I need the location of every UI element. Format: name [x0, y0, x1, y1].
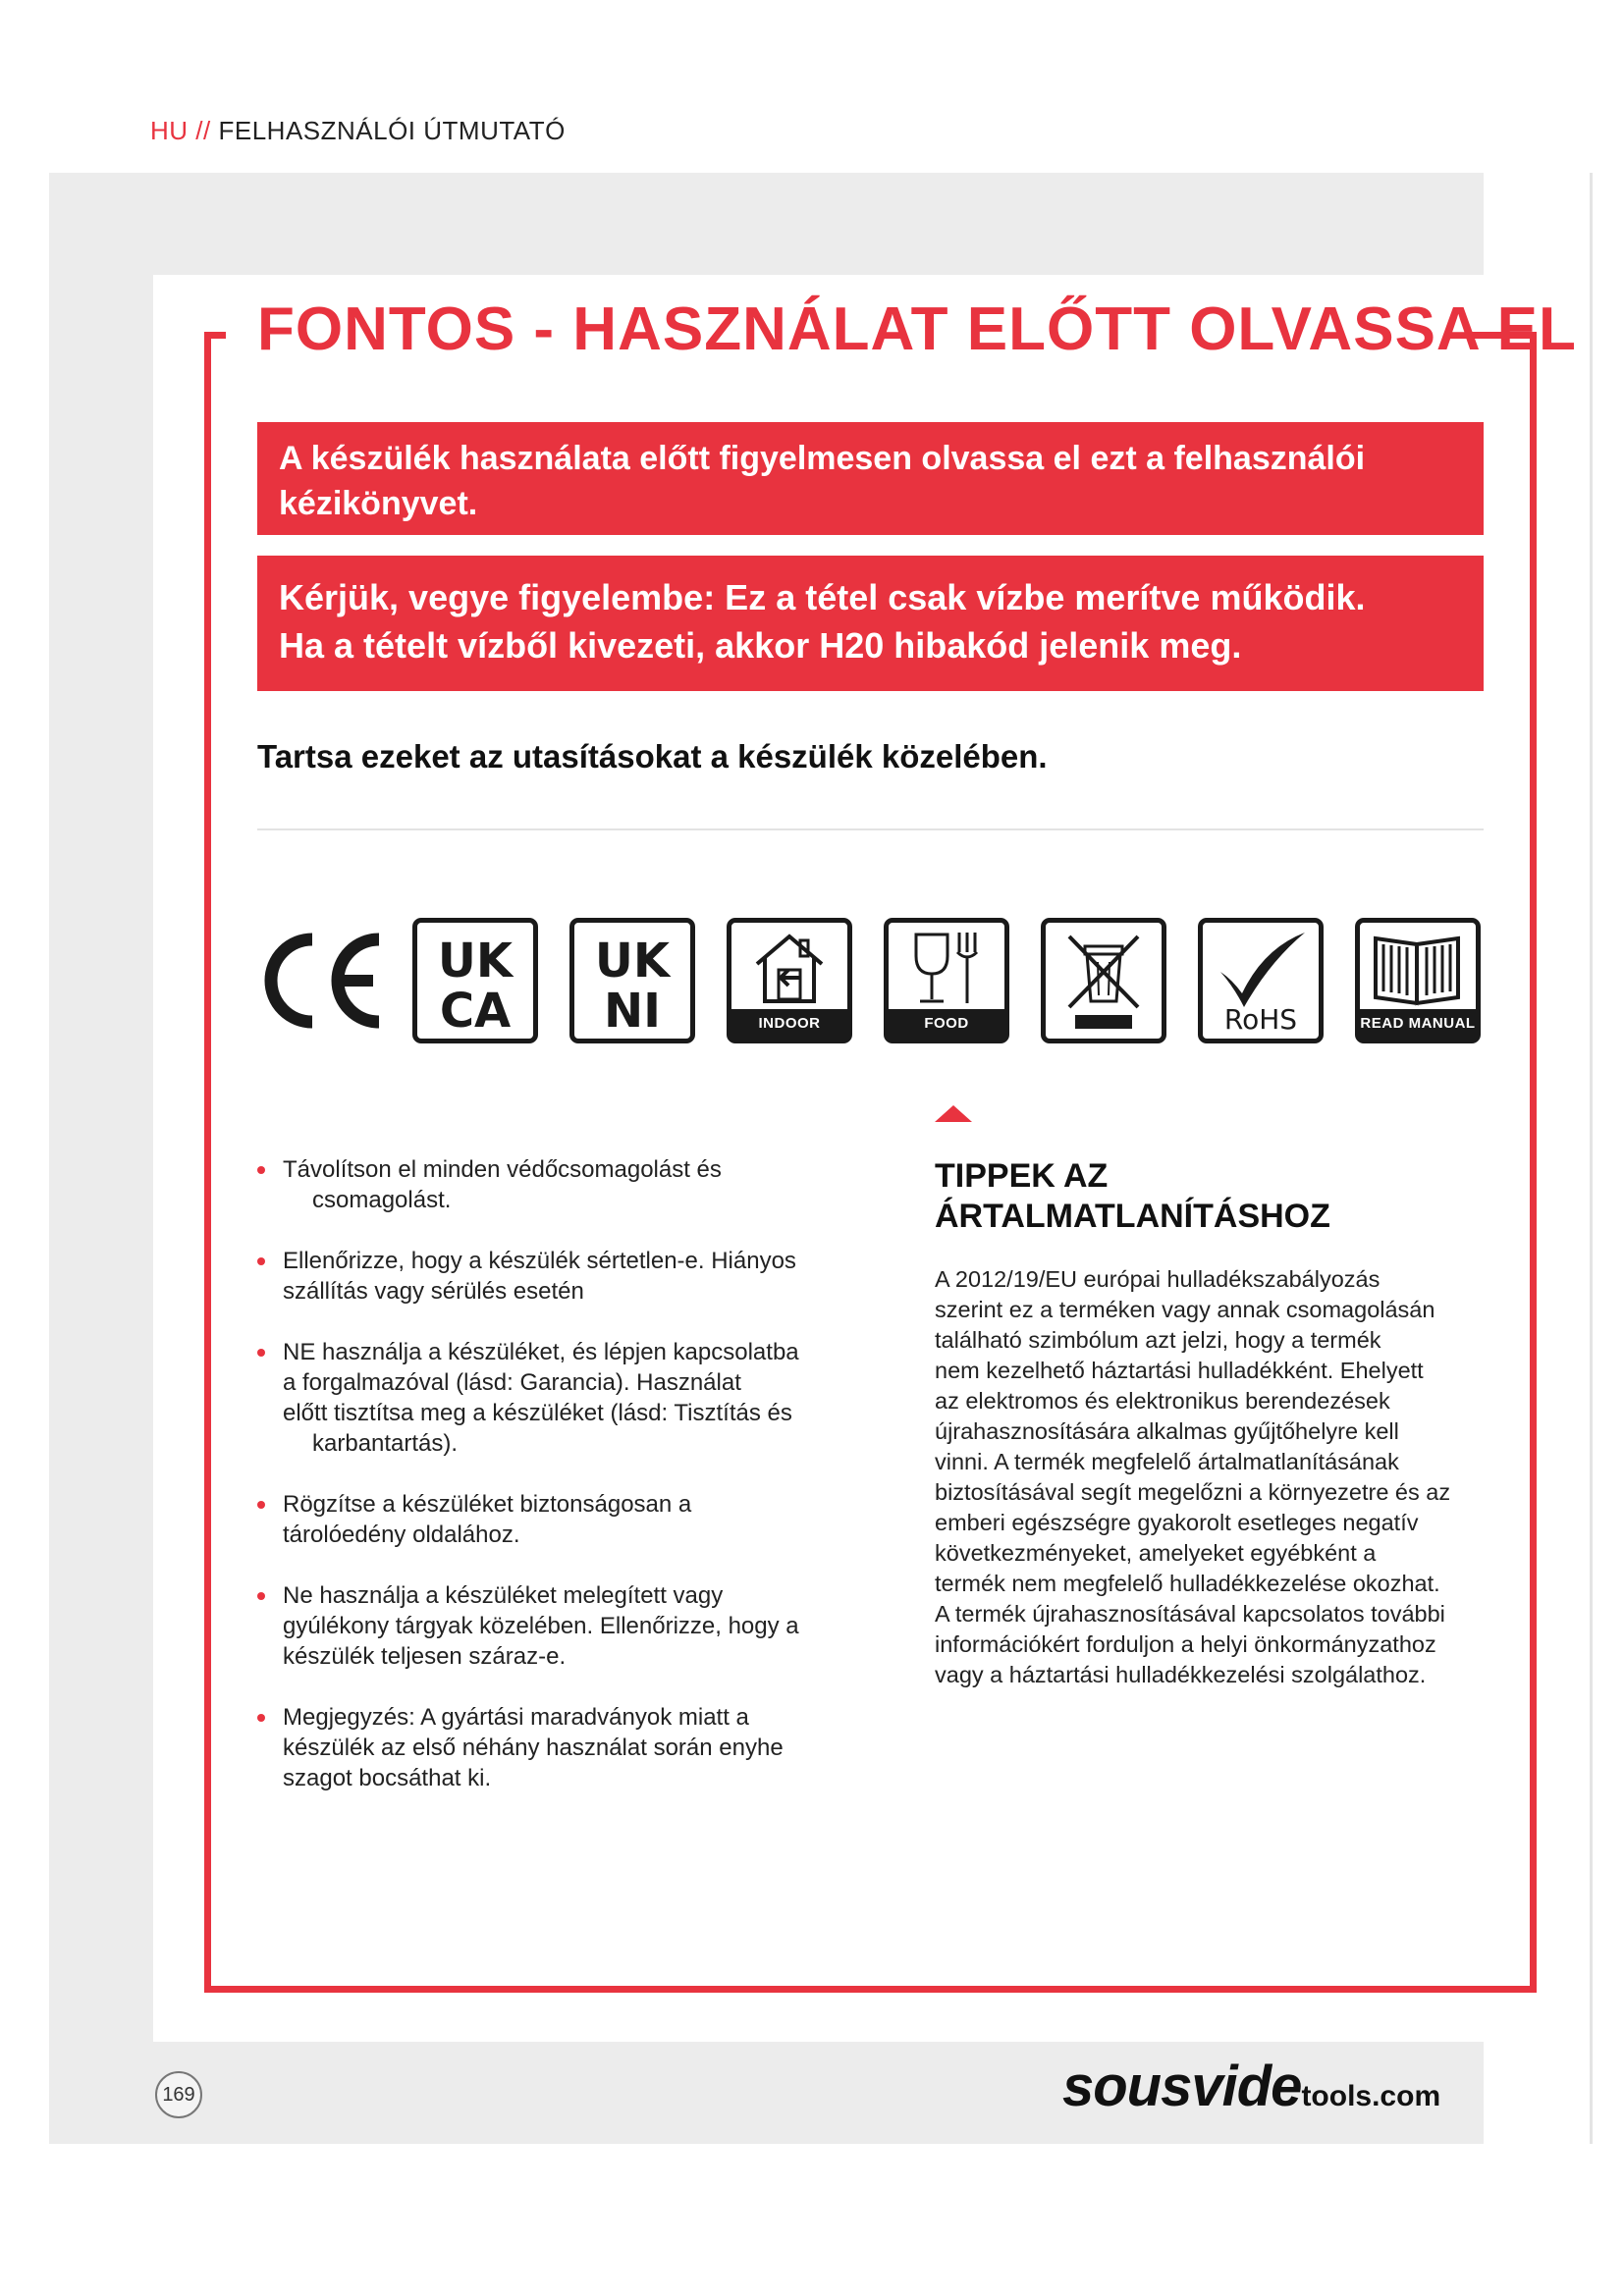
disposal-tips-section	[935, 1156, 1485, 1690]
rohs-text: RoHS	[1223, 1003, 1298, 1036]
tips-triangle-icon	[935, 1105, 972, 1122]
ukca-line2-text: CA	[439, 984, 512, 1039]
list-item: Távolítson el minden védőcsomagolást és csomagolást.	[257, 1154, 837, 1215]
frame-top-left-border	[204, 332, 226, 339]
food-contact-icon	[884, 918, 1009, 1061]
banner2-line2: Ha a tételt vízből kivezeti, akkor H20 hibakód jelenik meg.	[279, 625, 1242, 666]
indoor-icon	[727, 918, 852, 1043]
ukca-mark-icon	[412, 918, 538, 1043]
banner2-line1: Kérjük, vegye figyelembe: Ez a tétel csak vízbe merítve működik.	[279, 577, 1366, 617]
header-title: FELHASZNÁLÓI ÚTMUTATÓ	[218, 116, 566, 145]
page-number-badge: 169	[155, 2071, 202, 2118]
list-item: Ellenőrizze, hogy a készülék sértetlen-e. Hiányos szállítás vagy sérülés esetén	[257, 1246, 837, 1307]
section-divider	[257, 828, 1484, 830]
indoor-label: INDOOR	[731, 1009, 847, 1039]
rohs-icon	[1198, 918, 1324, 1043]
ce-mark-icon	[257, 932, 385, 1030]
list-item: Ne használja a készüléket melegített vagy gyúlékony tárgyak közelében. Ellenőrizze, hogy a készülék teljesen száraz-e.	[257, 1580, 837, 1672]
right-edge-rule	[1590, 173, 1593, 2144]
list-item: Megjegyzés: A gyártási maradványok miatt a készülék az első néhány használat során enyhe szagot bocsáthat ki.	[257, 1702, 837, 1793]
food-contact-label: FOOD CONTACT	[889, 1009, 1004, 1039]
read-manual-icon	[1355, 918, 1481, 1043]
list-item: NE használja a készüléket, és lépjen kapcsolatba a forgalmazóval (lásd: Garancia). Használat előtt tisztítsa meg a készüléket (lásd: Tisztítás és karbantartás).	[257, 1337, 837, 1459]
language-code: HU	[150, 116, 189, 145]
sousvide-tools-logo: sousvidetools.com	[1062, 2055, 1441, 2118]
ukni-mark-icon	[569, 918, 695, 1043]
ukni-line1-text: UK	[594, 934, 671, 988]
bullet-dot-icon	[257, 1501, 265, 1509]
weee-bin-icon	[1041, 918, 1166, 1043]
bullet-dot-icon	[257, 1714, 265, 1722]
header-separator: //	[195, 116, 211, 145]
frame-left-border	[204, 332, 211, 1993]
banner1-line2: kézikönyvet.	[279, 485, 478, 522]
bullet-dot-icon	[257, 1349, 265, 1357]
page-title: FONTOS - HASZNÁLAT ELŐTT OLVASSA EL	[257, 295, 1577, 363]
tips-body: A 2012/19/EU európai hulladékszabályozás szerint ez a terméken vagy annak csomagolásán található szimbólum azt jelzi, hogy a termék nem kezelhető háztartási hulladékként. Ehelyett az elektromos és elektronikus berendezések újrahasznosítására alkalmas gyűjtőhelyre kell vinni. A termék megfelelő ártalmatlanításának biztosításával segít megelőzni a környezetre és az emberi egészségre gyakorolt esetleges negatív következményeket, amelyeket egyébként a termék nem megfelelő hulladékkezelése okozhat. A termék újrahasznosításával kapcsolatos további információkért forduljon a helyi önkormányzathoz vagy a háztartási hulladékkezelési szolgálathoz.	[935, 1266, 1451, 1687]
read-manual-label: READ MANUAL	[1360, 1009, 1476, 1039]
safety-bullet-list	[257, 1154, 837, 1824]
keep-instructions-text: Tartsa ezeket az utasításokat a készülék közelében.	[257, 738, 1048, 774]
banner1-line1: A készülék használata előtt figyelmesen olvassa el ezt a felhasználói	[279, 440, 1366, 477]
bullet-dot-icon	[257, 1592, 265, 1600]
ukca-line1-text: UK	[437, 934, 514, 988]
tips-title: TIPPEK AZ ÁRTALMATLANÍTÁSHOZ	[935, 1157, 1330, 1235]
frame-right-border	[1530, 332, 1537, 1993]
bullet-dot-icon	[257, 1257, 265, 1265]
read-manual-banner	[257, 422, 1484, 535]
frame-bottom-border	[204, 1986, 1537, 1993]
water-immersion-banner	[257, 556, 1484, 691]
page-header	[150, 116, 566, 146]
list-item: Rögzítse a készüléket biztonságosan a tárolóedény oldalához.	[257, 1489, 837, 1550]
certification-icons-row	[257, 918, 1484, 1061]
bullet-dot-icon	[257, 1166, 265, 1174]
ukni-line2-text: NI	[603, 984, 662, 1039]
